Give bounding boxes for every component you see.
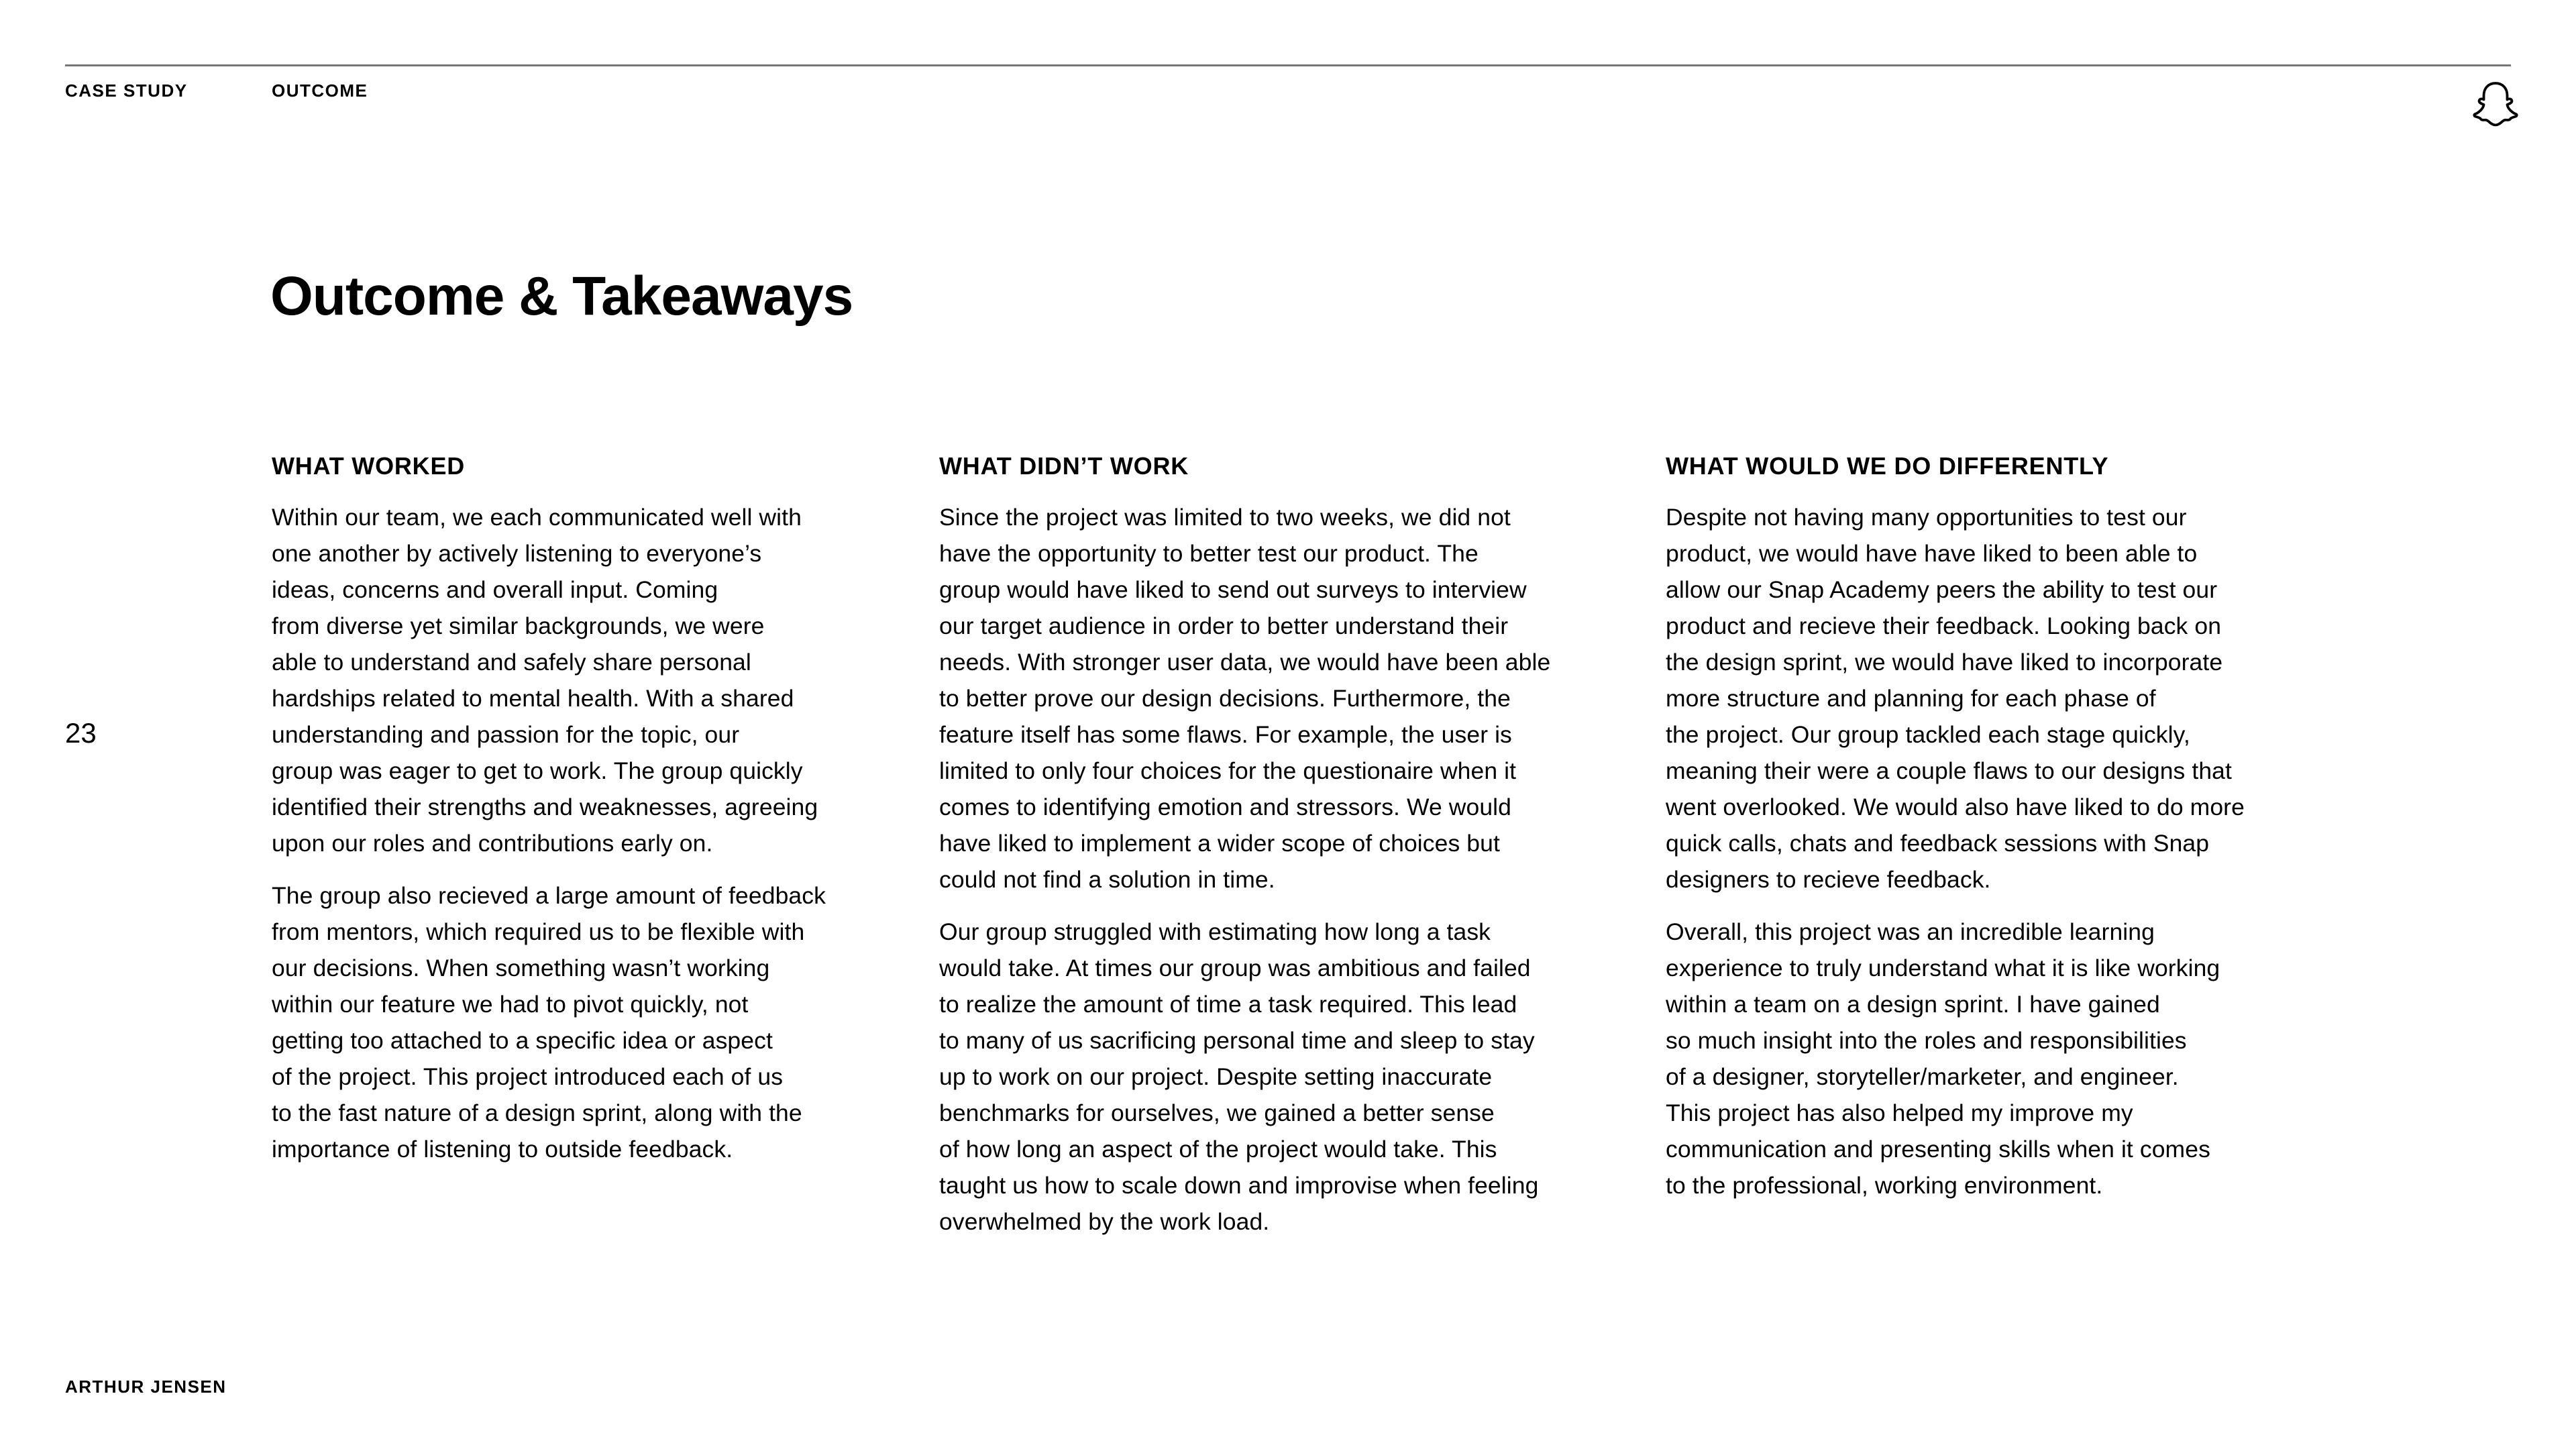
text-line: from diverse yet similar backgrounds, we were bbox=[272, 612, 765, 639]
top-divider-rule bbox=[65, 64, 2511, 66]
text-line: taught us how to scale down and improvise when feeling bbox=[939, 1172, 1539, 1199]
text-line: could not find a solution in time. bbox=[939, 866, 1275, 893]
text-line: of how long an aspect of the project would take. This bbox=[939, 1136, 1497, 1163]
text-line: experience to truly understand what it is like working bbox=[1666, 955, 2220, 981]
text-line: benchmarks for ourselves, we gained a better sense bbox=[939, 1099, 1495, 1126]
text-line: understanding and passion for the topic, our bbox=[272, 721, 740, 748]
text-line: within our feature we had to pivot quickly, not bbox=[272, 991, 749, 1018]
snapchat-ghost-icon bbox=[2470, 79, 2521, 130]
column-what-would-we-do-differently bbox=[1666, 451, 2323, 1203]
text-line: ideas, concerns and overall input. Coming bbox=[272, 576, 718, 603]
text-line: designers to recieve feedback. bbox=[1666, 866, 1991, 893]
text-line: to better prove our design decisions. Furthermore, the bbox=[939, 685, 1511, 712]
text-line: to realize the amount of time a task required. This lead bbox=[939, 991, 1517, 1018]
body-paragraph bbox=[939, 499, 1644, 898]
footer-author-name: ARTHUR JENSEN bbox=[65, 1377, 227, 1397]
header-section-label: OUTCOME bbox=[272, 80, 368, 101]
text-line: our decisions. When something wasn’t working bbox=[272, 955, 770, 981]
text-line: identified their strengths and weaknesses, agreeing bbox=[272, 794, 818, 820]
text-line: group was eager to get to work. The group quickly bbox=[272, 757, 803, 784]
text-line: hardships related to mental health. With a shared bbox=[272, 685, 794, 712]
text-line: our target audience in order to better understand their bbox=[939, 612, 1509, 639]
text-line: have liked to implement a wider scope of choices but bbox=[939, 830, 1500, 857]
text-line: upon our roles and contributions early on. bbox=[272, 830, 713, 857]
text-line: getting too attached to a specific idea or aspect bbox=[272, 1027, 773, 1054]
column-heading: WHAT WORKED bbox=[272, 452, 466, 480]
body-paragraph bbox=[1666, 499, 2323, 898]
text-line: Since the project was limited to two weeks, we did not bbox=[939, 504, 1511, 531]
text-line: of the project. This project introduced each of us bbox=[272, 1063, 784, 1090]
text-line: limited to only four choices for the questionaire when it bbox=[939, 757, 1517, 784]
text-line: feature itself has some flaws. For example, the user is bbox=[939, 721, 1512, 748]
page-title: Outcome & Takeaways bbox=[270, 266, 853, 327]
text-line: to the fast nature of a design sprint, along with the bbox=[272, 1099, 802, 1126]
page-number: 23 bbox=[65, 717, 97, 749]
header-category-label: CASE STUDY bbox=[65, 80, 188, 101]
text-line: to the professional, working environment. bbox=[1666, 1172, 2103, 1199]
text-line: within a team on a design sprint. I have gained bbox=[1666, 991, 2160, 1018]
text-line: communication and presenting skills when it comes bbox=[1666, 1136, 2210, 1163]
text-line: the project. Our group tackled each stage quickly, bbox=[1666, 721, 2190, 748]
text-line: so much insight into the roles and responsibilities bbox=[1666, 1027, 2187, 1054]
column-what-didnt-work bbox=[939, 451, 1644, 1240]
text-line: from mentors, which required us to be flexible with bbox=[272, 918, 805, 945]
body-paragraph bbox=[1666, 914, 2323, 1203]
text-line: product and recieve their feedback. Looking back on bbox=[1666, 612, 2222, 639]
text-line: importance of listening to outside feedback. bbox=[272, 1136, 733, 1163]
text-line: Despite not having many opportunities to test our bbox=[1666, 504, 2187, 531]
text-line: quick calls, chats and feedback sessions with Snap bbox=[1666, 830, 2210, 857]
text-line: Within our team, we each communicated well with bbox=[272, 504, 802, 531]
text-line: of a designer, storyteller/marketer, and engineer. bbox=[1666, 1063, 2179, 1090]
text-line: more structure and planning for each phase of bbox=[1666, 685, 2156, 712]
text-line: one another by actively listening to everyone’s bbox=[272, 540, 762, 567]
text-line: Our group struggled with estimating how long a task bbox=[939, 918, 1491, 945]
text-line: able to understand and safely share personal bbox=[272, 649, 751, 676]
text-line: allow our Snap Academy peers the ability to test our bbox=[1666, 576, 2218, 603]
column-what-worked bbox=[272, 451, 875, 1167]
body-paragraph bbox=[272, 499, 875, 861]
text-line: comes to identifying emotion and stressors. We would bbox=[939, 794, 1512, 820]
text-line: the design sprint, we would have liked to incorporate bbox=[1666, 649, 2223, 676]
text-line: group would have liked to send out surveys to interview bbox=[939, 576, 1527, 603]
text-line: product, we would have have liked to been able to bbox=[1666, 540, 2198, 567]
body-paragraph bbox=[272, 877, 875, 1167]
text-line: needs. With stronger user data, we would have been able bbox=[939, 649, 1551, 676]
column-heading: WHAT DIDN’T WORK bbox=[939, 452, 1189, 480]
text-line: meaning their were a couple flaws to our designs that bbox=[1666, 757, 2232, 784]
body-paragraph bbox=[939, 914, 1644, 1240]
text-line: The group also recieved a large amount of feedback bbox=[272, 882, 826, 909]
text-line: up to work on our project. Despite setting inaccurate bbox=[939, 1063, 1493, 1090]
text-line: to many of us sacrificing personal time and sleep to stay bbox=[939, 1027, 1535, 1054]
text-line: would take. At times our group was ambitious and failed bbox=[939, 955, 1531, 981]
text-line: Overall, this project was an incredible learning bbox=[1666, 918, 2155, 945]
text-line: This project has also helped my improve my bbox=[1666, 1099, 2133, 1126]
text-line: overwhelmed by the work load. bbox=[939, 1208, 1270, 1235]
column-heading: WHAT WOULD WE DO DIFFERENTLY bbox=[1666, 452, 2109, 480]
text-line: went overlooked. We would also have liked to do more bbox=[1666, 794, 2245, 820]
text-line: have the opportunity to better test our product. The bbox=[939, 540, 1479, 567]
